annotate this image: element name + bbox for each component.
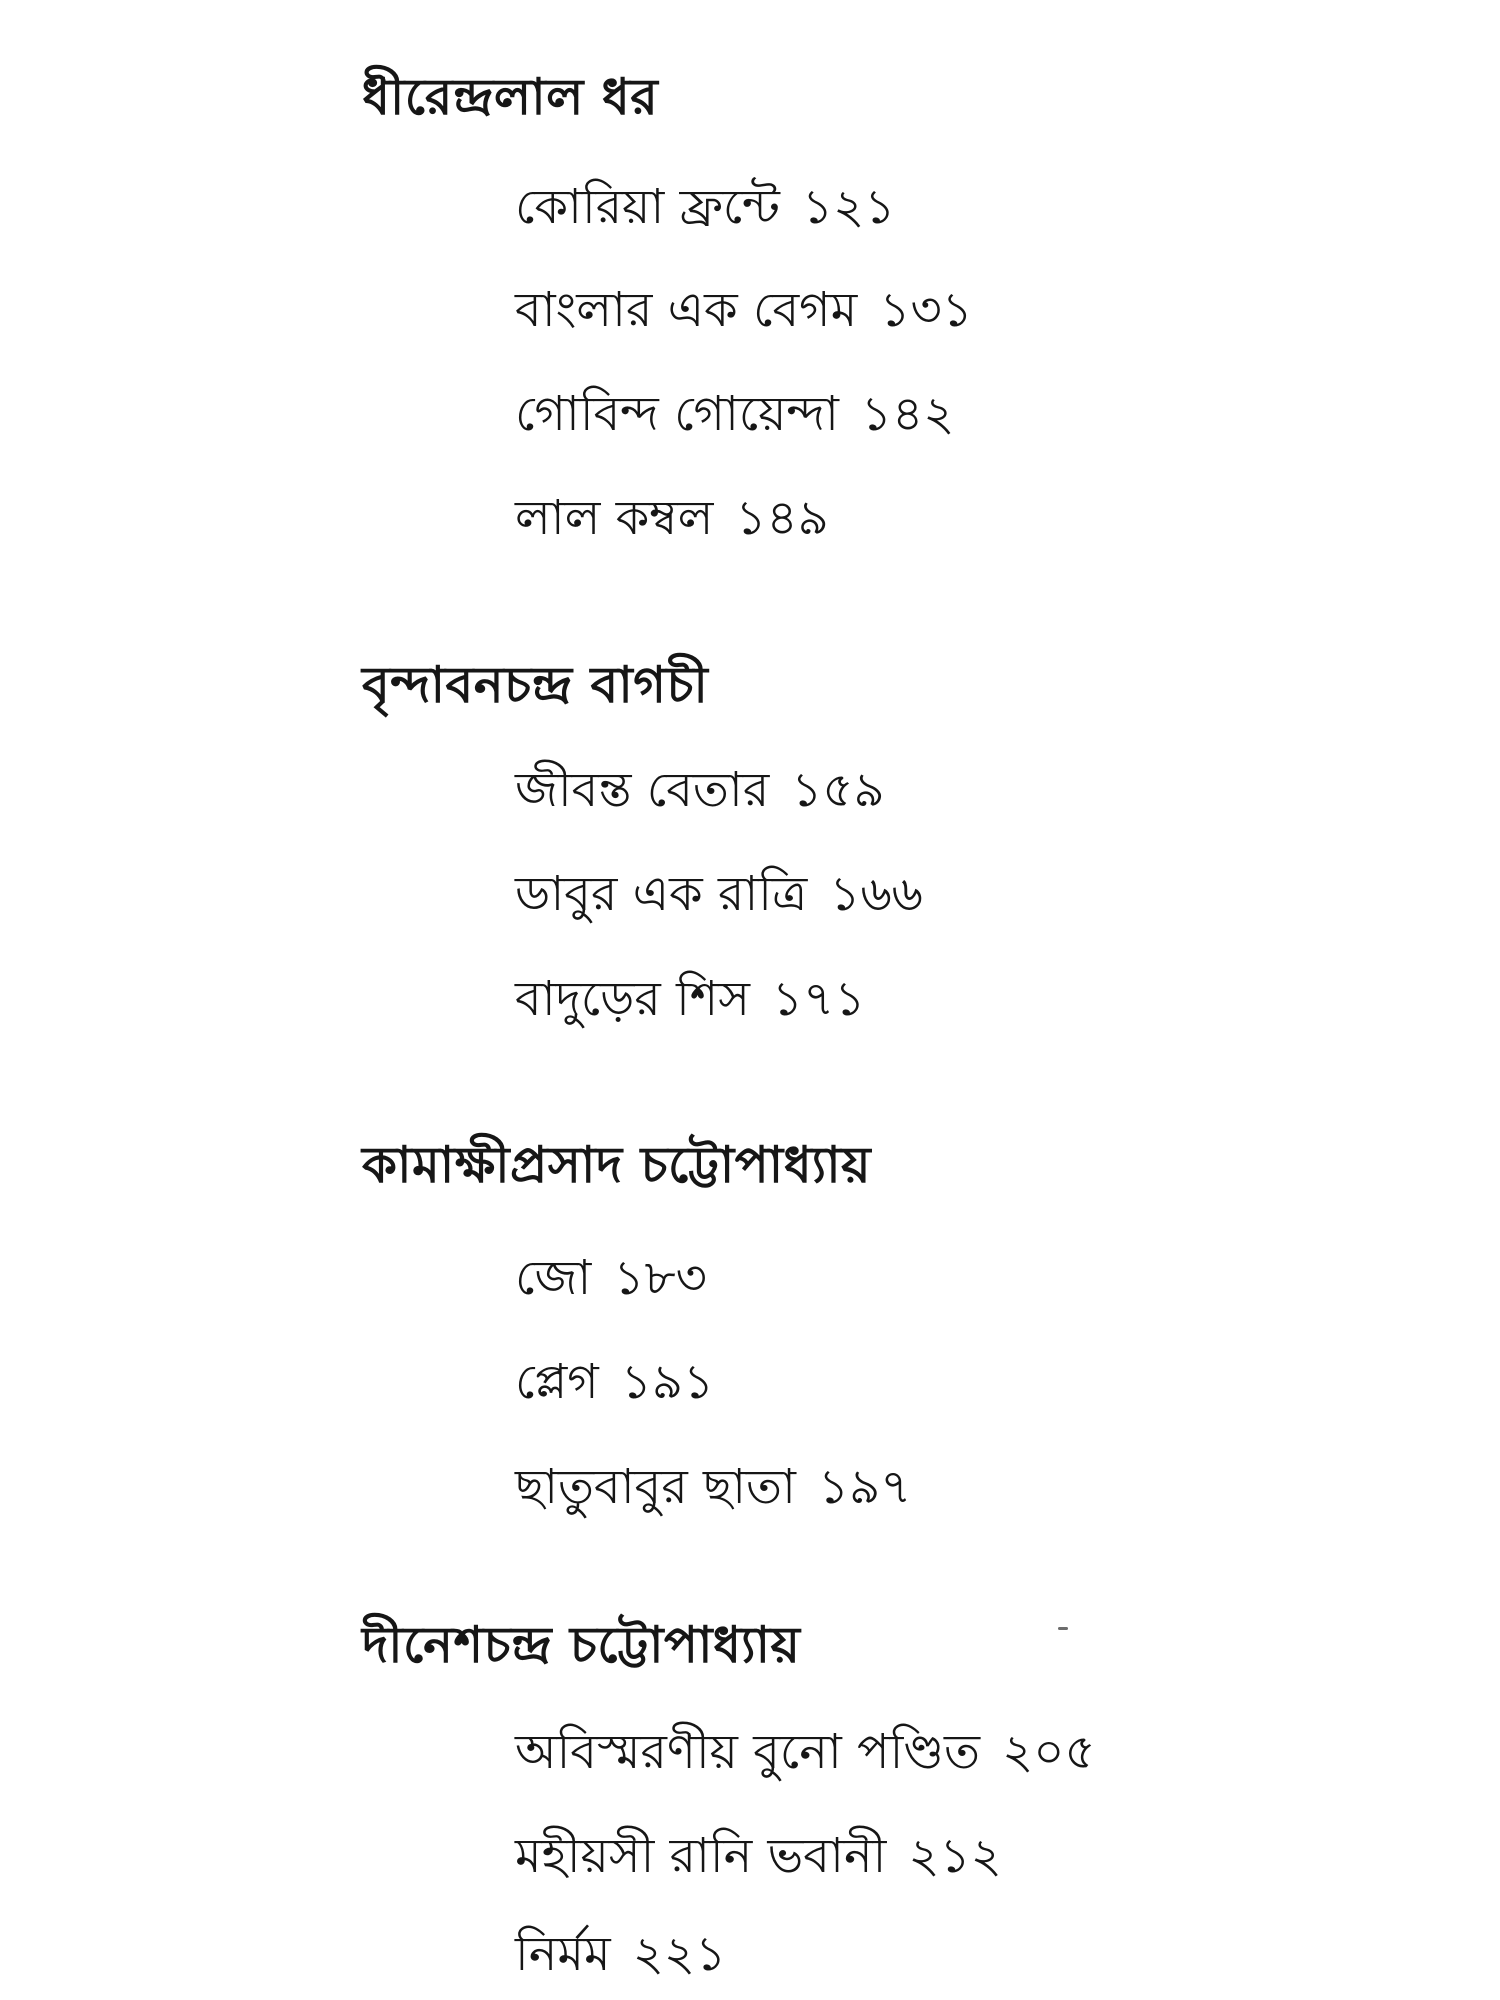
author-name: কামাক্ষীপ্রসাদ চট্টোপাধ্যায় [362,1136,872,1194]
toc-entry[interactable] [515,1926,727,1982]
author-name: ধীরেন্দ্রলাল ধর [362,68,659,126]
page-number: ১৬৬ [829,866,923,922]
author-name: বৃন্দাবনচন্দ্র বাগচী [362,656,709,714]
page-number: ১৯৭ [817,1459,912,1515]
print-speck [1058,1627,1068,1630]
page-number: ২১২ [908,1828,1002,1884]
toc-entry[interactable] [515,762,885,818]
toc-entry[interactable] [515,490,829,546]
page-number: ১৭১ [771,971,866,1027]
page-number: ১৫৯ [791,762,885,818]
story-title: ছাতুবাবুর ছাতা [515,1459,796,1515]
story-title: ডাবুর এক রাত্রি [515,866,808,922]
story-title: গোবিন্দ গোয়েন্দা [515,386,839,442]
page-number: ২২১ [632,1926,727,1982]
toc-entry[interactable] [515,1459,912,1515]
toc-entry[interactable] [515,282,973,338]
toc-entry[interactable] [515,1724,1096,1780]
toc-entry[interactable] [515,179,896,235]
story-title: বাদুড়ের শিস [515,971,750,1027]
story-title: লাল কম্বল [515,490,714,546]
toc-entry[interactable] [515,1354,715,1410]
toc-entry[interactable] [515,1828,1002,1884]
page-number: ১৮৩ [613,1250,707,1306]
story-title: প্লেগ [515,1354,599,1410]
story-title: মহীয়সী রানি ভবানী [515,1828,887,1884]
toc-entry[interactable] [515,386,955,442]
story-title: বাংলার এক বেগম [515,282,858,338]
toc-entry[interactable] [515,866,923,922]
story-title: জীবন্ত বেতার [515,762,770,818]
toc-entry[interactable] [515,971,866,1027]
author-name: দীনেশচন্দ্র চট্টোপাধ্যায় [362,1616,801,1674]
story-title: জো [515,1250,592,1306]
page-number: ১৪২ [860,386,955,442]
page-number: ২০৫ [1002,1724,1096,1780]
page-number: ১২১ [801,179,896,235]
toc-entry[interactable] [515,1250,707,1306]
story-title: কোরিয়া ফ্রন্টে [515,179,780,235]
page-number: ১৯১ [620,1354,715,1410]
page-number: ১৪৯ [735,490,829,546]
story-title: নির্মম [515,1926,611,1982]
page-number: ১৩১ [879,282,973,338]
story-title: অবিস্মরণীয় বুনো পণ্ডিত [515,1724,981,1780]
